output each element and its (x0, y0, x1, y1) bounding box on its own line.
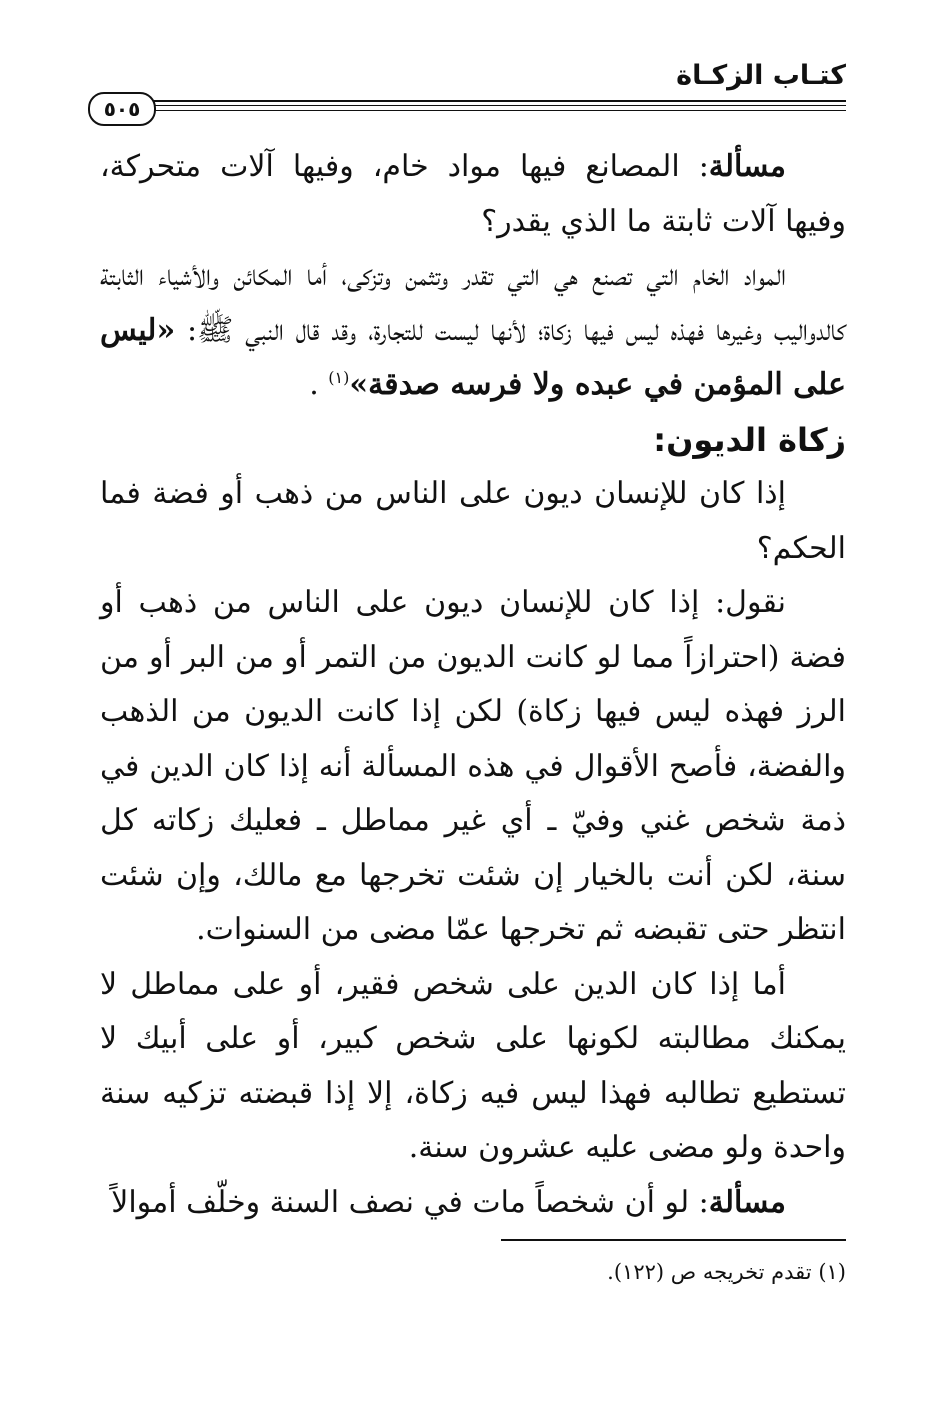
header-rule-thin (150, 110, 846, 111)
paragraph-question-death (100, 1176, 846, 1231)
body-text (100, 140, 846, 1230)
running-title: كتـاب الزكـاة (676, 60, 846, 91)
question-text: : لو أن شخصاً مات في نصف السنة وخلّف أموالاً (111, 1184, 709, 1220)
question-label: مسألة (708, 1184, 786, 1220)
paragraph-text: أما إذا كان الدين على شخص فقير، أو على مماطل لا يمكنك مطالبته لكونها على شخص كبير، أو على أبيك لا تستطيع تطالبه فهذا ليس فيه زكاة، إلا إذا قبضته تزكيه سنة واحدة ولو مضى عليه عشرون سنة. (100, 966, 846, 1165)
paragraph-text: المواد الخام التي تصنع هي التي تقدر وتثمن وتزكى، أما المكائن والأشياء الثابتة كالدواليب وغيرها فهذه ليس فيها زكاة؛ لأنها ليست للتجارة، وقد قال النبي ﷺ: (100, 258, 846, 348)
header-rule (150, 100, 846, 106)
hadith-quote: «ليس على المؤمن في عبده ولا فرسه صدقة» (100, 312, 846, 402)
paragraph-debts-answer (100, 576, 846, 958)
paragraph-poor-debtor (100, 958, 846, 1176)
page-number: ٥٠٥ (88, 92, 156, 126)
question-label: مسألة (708, 149, 786, 184)
paragraph-text: نقول: إذا كان للإنسان ديون على الناس من ذهب أو فضة (احترازاً مما لو كانت الديون من التمر أو من البر أو من الرز فهذه ليس فيها زكاة) لكن إذا كانت الديون من الذهب والفضة، فأصح الأقوال في هذه المسألة أنه إذا كان الدين في ذمة شخص غني وفيّ ـ أي غير مماطل ـ فعليك زكاته كل سنة، لكن أنت بالخيار إن شئت تخرجها مع مالك، وإن شئت انتظر حتى تقبضه ثم تخرجها عمّا مضى من السنوات. (100, 585, 846, 947)
footnote-rule (501, 1239, 846, 1241)
paragraph-debts-question (100, 467, 846, 576)
paragraph-raw-materials (100, 249, 846, 413)
section-heading-debts: زكاة الديون: (653, 420, 846, 459)
footnote-reference: (١) (328, 368, 350, 387)
footnote: (١) تقدم تخريجه ص (١٢٢). (607, 1260, 846, 1284)
question-text: : المصانع فيها مواد خام، وفيها آلات متحركة، وفيها آلات ثابتة ما الذي يقدر؟ (100, 149, 846, 239)
paragraph-question-factories (100, 140, 846, 249)
paragraph-end: . (309, 367, 329, 402)
paragraph-text: إذا كان للإنسان ديون على الناس من ذهب أو فضة فما الحكم؟ (100, 476, 846, 566)
